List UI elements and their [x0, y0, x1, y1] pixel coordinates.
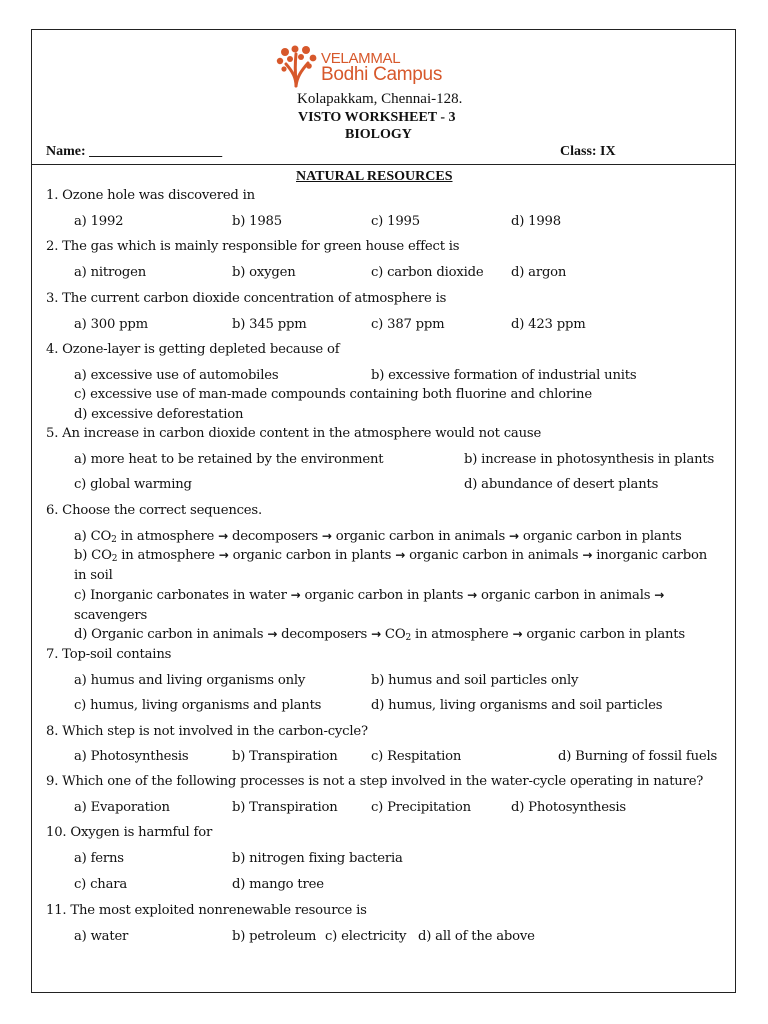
q6c-text-1: c) Inorganic carbonates in water: [74, 588, 291, 603]
q6d-text-4: in atmosphere: [410, 627, 513, 642]
q6-option-d: [74, 627, 685, 643]
q1-option-a: a) 1992: [74, 214, 124, 229]
arrow-icon: →: [290, 588, 301, 602]
q6d-text-2: decomposers: [277, 627, 372, 642]
arrow-icon: →: [371, 627, 381, 641]
q6a-text-2: in atmosphere: [116, 529, 219, 544]
bodhi-tree-icon: [275, 44, 321, 90]
q6c-text-2: organic carbon in plants: [300, 588, 468, 603]
section-title: NATURAL RESOURCES: [296, 169, 453, 184]
q6d-text-5: organic carbon in plants: [522, 627, 685, 642]
q9-option-a: a) Evaporation: [74, 800, 170, 815]
q6-option-b-cont: in soil: [74, 568, 113, 583]
arrow-icon: →: [509, 529, 519, 543]
q6b-text-2: in atmosphere: [117, 548, 219, 563]
q6a-text-5: organic carbon in plants: [518, 529, 682, 544]
q5-option-a: a) more heat to be retained by the environment: [74, 452, 384, 467]
q2-option-c: c) carbon dioxide: [371, 265, 484, 280]
arrow-icon: →: [218, 529, 229, 543]
q7-option-a: a) humus and living organisms only: [74, 673, 306, 688]
q10-option-b: b) nitrogen fixing bacteria: [232, 851, 403, 866]
subject-title: BIOLOGY: [345, 127, 412, 142]
q3-option-c: c) 387 ppm: [371, 317, 445, 332]
q7-option-d: d) humus, living organisms and soil particles: [371, 698, 663, 713]
q4-option-c: c) excessive use of man-made compounds containing both fluorine and chlorine: [74, 387, 592, 402]
q1-option-d: d) 1998: [511, 214, 561, 229]
name-field: Name: ___________________: [46, 144, 223, 159]
q10-option-a: a) ferns: [74, 851, 124, 866]
q9-option-d: d) Photosynthesis: [511, 800, 626, 815]
question-7: 7. Top-soil contains: [46, 647, 172, 662]
q6b-text-5: inorganic carbon: [592, 548, 707, 563]
arrow-icon: →: [321, 529, 332, 543]
q9-option-c: c) Precipitation: [371, 800, 471, 815]
worksheet-title: VISTO WORKSHEET - 3: [298, 110, 456, 125]
q11-option-c: c) electricity: [325, 929, 407, 944]
q6-option-c-cont: scavengers: [74, 608, 148, 623]
header-divider: [32, 164, 735, 165]
q8-option-b: b) Transpiration: [232, 749, 338, 764]
worksheet-page: [31, 29, 736, 993]
q7-option-c: c) humus, living organisms and plants: [74, 698, 322, 713]
q6a-text-4: organic carbon in animals: [331, 529, 510, 544]
q6-option-c: [74, 588, 664, 603]
q2-option-b: b) oxygen: [232, 265, 296, 280]
arrow-icon: →: [512, 627, 523, 641]
q10-option-d: d) mango tree: [232, 877, 324, 892]
q6b-text-1: b) CO: [74, 548, 112, 563]
question-4: 4. Ozone-layer is getting depleted because of: [46, 342, 340, 357]
arrow-icon: →: [654, 588, 665, 602]
question-6: 6. Choose the correct sequences.: [46, 503, 262, 518]
question-8: 8. Which step is not involved in the carbon-cycle?: [46, 724, 368, 739]
q2-option-a: a) nitrogen: [74, 265, 146, 280]
question-5: 5. An increase in carbon dioxide content in the atmosphere would not cause: [46, 426, 542, 441]
q2-option-d: d) argon: [511, 265, 567, 280]
brand-name: VELAMMAL: [321, 50, 401, 67]
q10-option-c: c) chara: [74, 877, 128, 892]
q5-option-d: d) abundance of desert plants: [464, 477, 659, 492]
q4-option-b: b) excessive formation of industrial units: [371, 368, 637, 383]
school-logo: [275, 40, 475, 92]
q6d-subscript: 2: [405, 633, 411, 643]
q6d-text-1: d) Organic carbon in animals: [74, 627, 268, 642]
q6a-text-3: decomposers: [228, 529, 322, 544]
q11-option-a: a) water: [74, 929, 129, 944]
school-address: Kolapakkam, Chennai-128.: [297, 91, 463, 107]
q11-option-b: b) petroleum: [232, 929, 317, 944]
q6b-text-4: organic carbon in animals: [405, 548, 583, 563]
q3-option-d: d) 423 ppm: [511, 317, 586, 332]
q9-option-b: b) Transpiration: [232, 800, 338, 815]
q8-option-d: d) Burning of fossil fuels: [558, 749, 718, 764]
question-11: 11. The most exploited nonrenewable resource is: [46, 903, 367, 918]
q1-option-b: b) 1985: [232, 214, 282, 229]
question-3: 3. The current carbon dioxide concentration of atmosphere is: [46, 291, 447, 306]
q3-option-a: a) 300 ppm: [74, 317, 148, 332]
q7-option-b: b) humus and soil particles only: [371, 673, 579, 688]
q5-option-b: b) increase in photosynthesis in plants: [464, 452, 715, 467]
arrow-icon: →: [218, 548, 229, 562]
q1-option-c: c) 1995: [371, 214, 420, 229]
q6-option-a: [74, 529, 682, 545]
brand-campus: Bodhi Campus: [321, 64, 443, 85]
q5-option-c: c) global warming: [74, 477, 192, 492]
arrow-icon: →: [267, 627, 278, 641]
q3-option-b: b) 345 ppm: [232, 317, 307, 332]
arrow-icon: →: [467, 588, 478, 602]
q8-option-a: a) Photosynthesis: [74, 749, 189, 764]
question-10: 10. Oxygen is harmful for: [46, 825, 213, 840]
question-1: 1. Ozone hole was discovered in: [46, 188, 255, 203]
q11-option-d: d) all of the above: [418, 929, 535, 944]
arrow-icon: →: [582, 548, 593, 562]
class-label: Class: IX: [560, 144, 616, 159]
q6-option-b: [74, 548, 707, 564]
q8-option-c: c) Respitation: [371, 749, 462, 764]
q6b-subscript: 2: [111, 554, 118, 564]
q6d-text-3: CO: [380, 627, 406, 642]
q6c-text-3: organic carbon in animals: [477, 588, 655, 603]
q6a-subscript: 2: [111, 535, 117, 545]
q4-option-a: a) excessive use of automobiles: [74, 368, 279, 383]
q4-option-d: d) excessive deforestation: [74, 407, 244, 422]
q6a-text-1: a) CO: [74, 529, 112, 544]
arrow-icon: →: [395, 548, 406, 562]
q6b-text-3: organic carbon in plants: [228, 548, 396, 563]
question-9: 9. Which one of the following processes is not a step involved in the water-cycle operating in nature?: [46, 774, 704, 789]
question-2: 2. The gas which is mainly responsible for green house effect is: [46, 239, 460, 254]
